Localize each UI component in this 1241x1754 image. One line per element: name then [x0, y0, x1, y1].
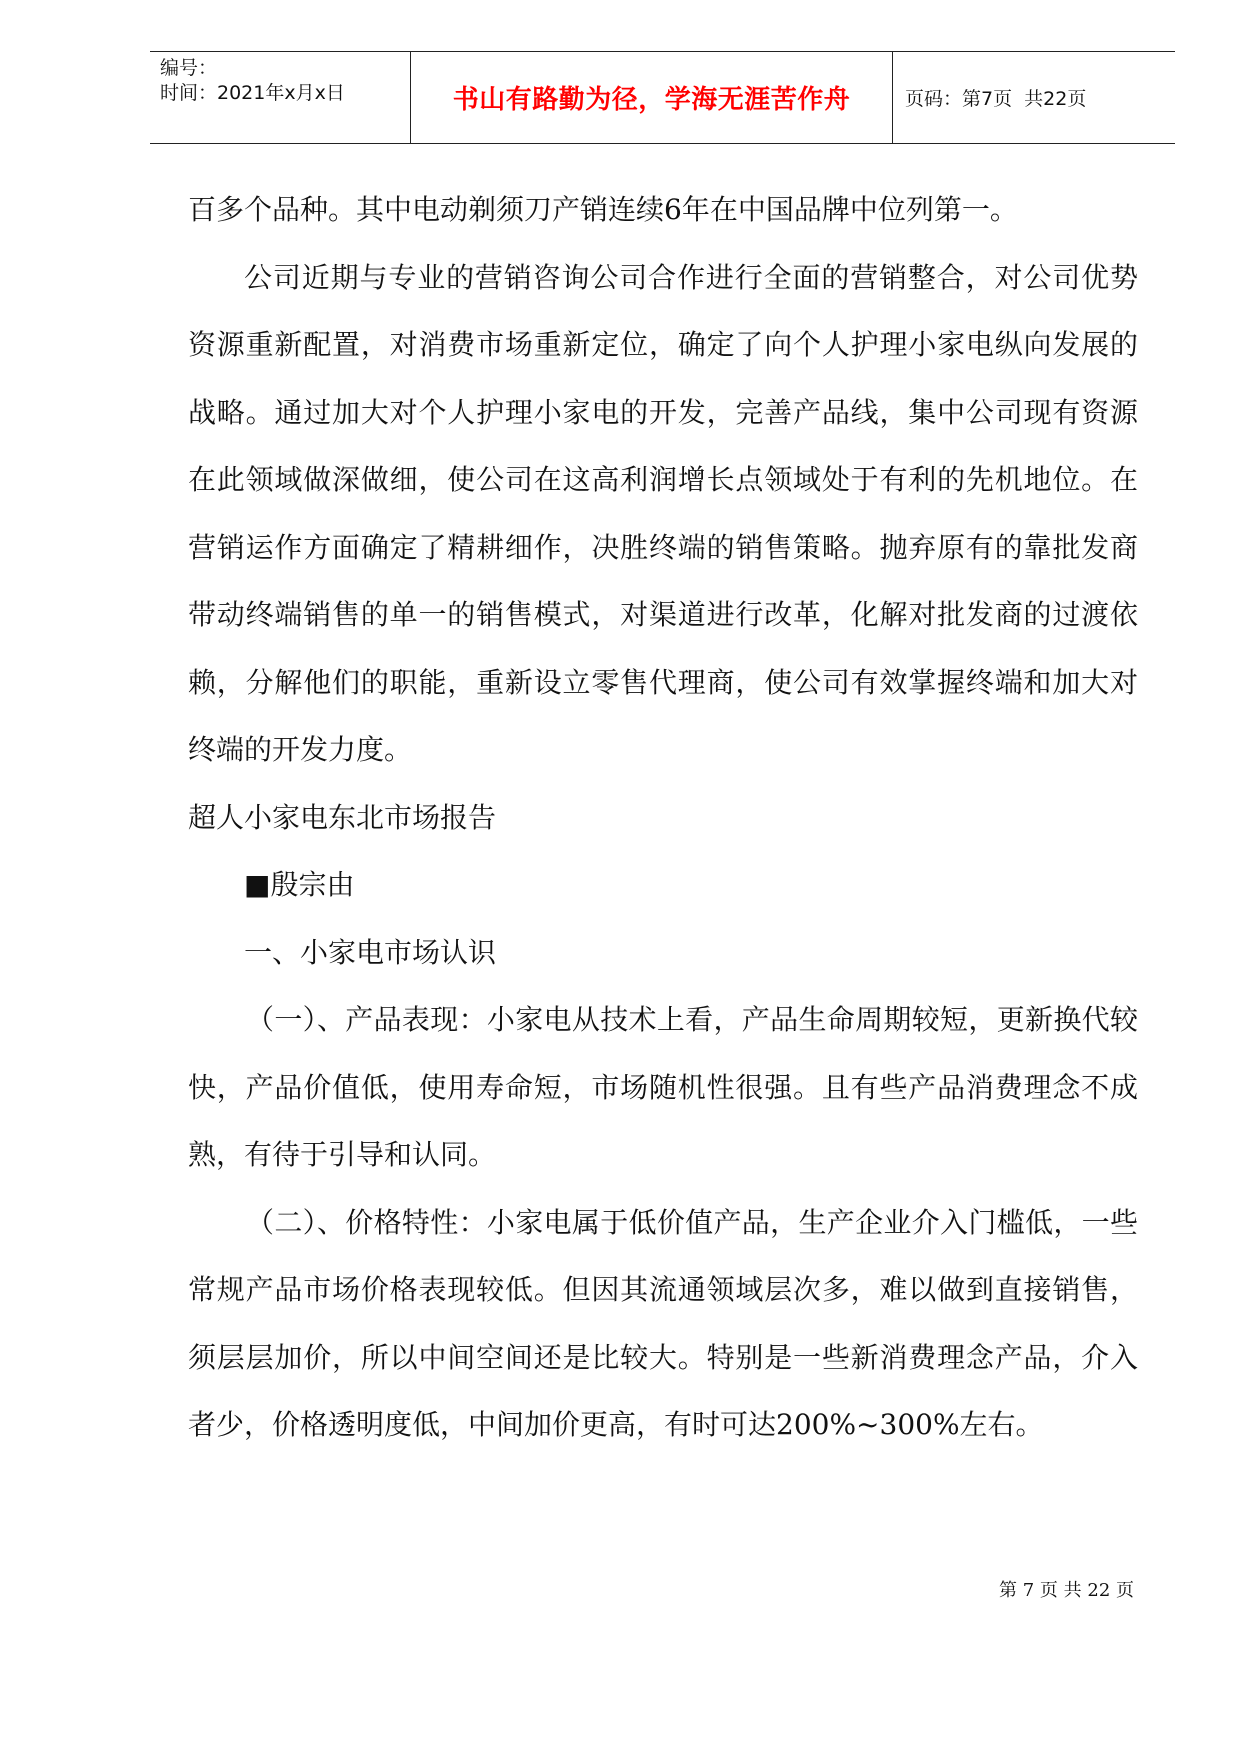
- header-motto-cell: [410, 52, 893, 143]
- time-label: 时间：2021年x月x日: [160, 82, 345, 104]
- report-title: 超人小家电东北市场报告: [188, 800, 497, 834]
- page-footer: 第 7 页 共 22 页: [999, 1580, 1134, 1601]
- paragraph-continuation: 百多个品种。其中电动剃须刀产销连续6年在中国品牌中位列第一。: [188, 193, 1018, 226]
- report-author: ■殷宗由: [244, 868, 355, 901]
- header-page-info-cell: [893, 52, 1175, 143]
- header-meta: [150, 52, 410, 143]
- paragraph-company-strategy: 公司近期与专业的营销咨询公司合作进行全面的营销整合，对公司优势资源重新配置，对消费市场重新定位，确定了向个人护理小家电纵向发展的战略。通过加大对个人护理小家电的开发，完善产品线，集中公司现有资源在此领域做深做细，使公司在这高利润增长点领域处于有利的先机地位。在营销运作方面确定了精耕细作，决胜终端的销售策略。抛弃原有的靠批发商带动终端销售的单一的销售模式，对渠道进行改革，化解对批发商的过渡依赖，分解他们的职能，重新设立零售代理商，使公司有效掌握终端和加大对终端的开发力度。: [188, 260, 1138, 766]
- serial-number-label: 编号：: [160, 57, 218, 79]
- document-body: [188, 176, 1138, 1459]
- page-header: [150, 51, 1175, 144]
- header-page-info: 页码：第7页 共22页: [905, 88, 1087, 110]
- paragraph-product-performance: （一）、产品表现：小家电从技术上看，产品生命周期较短，更新换代较快，产品价值低，使用寿命短，市场随机性很强。且有些产品消费理念不成熟，有待于引导和认同。: [188, 1003, 1138, 1171]
- section-heading-1: 一、小家电市场认识: [244, 935, 497, 969]
- paragraph-price-characteristics: （二）、价格特性：小家电属于低价值产品，生产企业介入门槛低，一些常规产品市场价格表现较低。但因其流通领域层次多，难以做到直接销售，须层层加价，所以中间空间还是比较大。特别是一些新消费理念产品，介入者少，价格透明度低，中间加价更高，有时可达200%~300%左右。: [188, 1205, 1138, 1441]
- header-motto: 书山有路勤为径，学海无涯苦作舟: [452, 85, 851, 115]
